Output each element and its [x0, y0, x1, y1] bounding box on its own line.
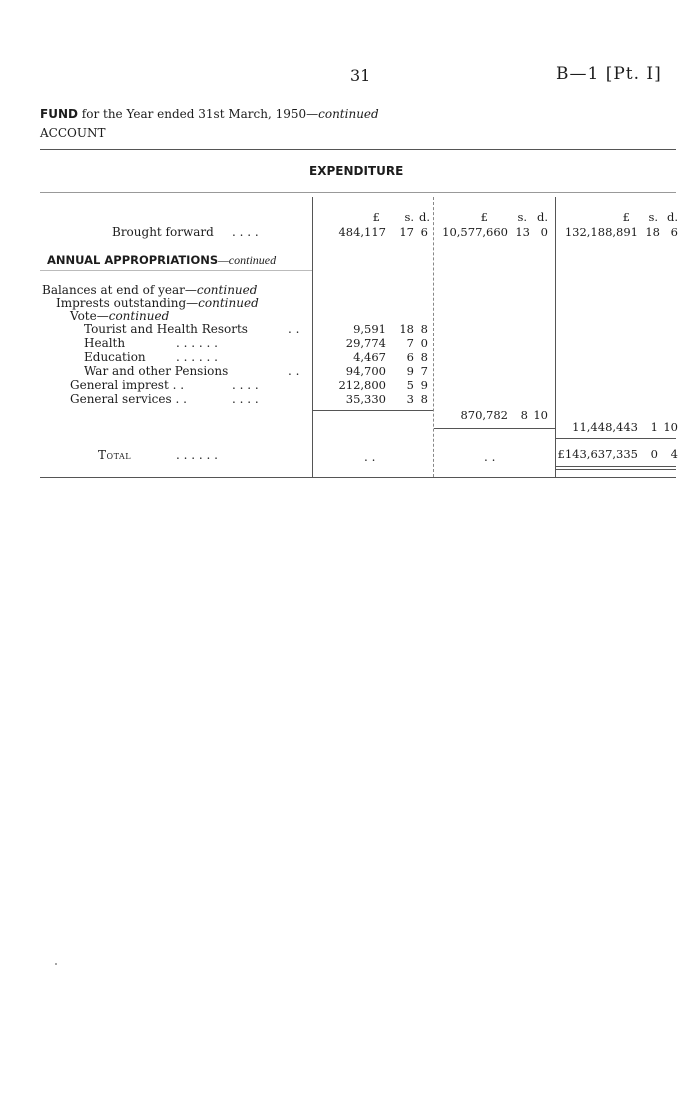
col3-subtotal-rule: [555, 438, 676, 439]
brought-forward-label: Brought forward: [112, 225, 214, 239]
col3-subtotal-pence: 10: [663, 420, 678, 434]
col1-shillings: 17: [399, 225, 414, 239]
row-shillings: 5: [406, 378, 414, 392]
row-shillings: 9: [406, 364, 414, 378]
row-pence: 8: [420, 350, 428, 364]
annual-appropriations-heading: [47, 253, 276, 268]
total-col2: . .: [484, 450, 496, 464]
row-pence: 9: [420, 378, 428, 392]
fund-heading: [40, 107, 379, 121]
col3-subtotal-pounds: 11,448,443: [572, 420, 638, 434]
grand-total-double-rule-top: [555, 466, 676, 467]
shilling-header: s.: [517, 210, 527, 224]
row-pence: 7: [420, 364, 428, 378]
bottom-rule: [40, 477, 676, 478]
row-label: Education: [84, 350, 146, 364]
row-pounds: 4,467: [353, 350, 386, 364]
col2-shillings: 13: [515, 225, 530, 239]
row-pounds: 212,800: [338, 378, 386, 392]
grand-total-shillings: 0: [650, 447, 658, 461]
row-label: Health: [84, 336, 126, 350]
vote-heading: [70, 309, 169, 323]
row-label: General imprest . .: [70, 378, 185, 392]
dot-leader: . . . . . .: [176, 448, 218, 462]
row-shillings: 18: [399, 322, 414, 336]
col2-pounds: 10,577,660: [442, 225, 508, 239]
document-reference: B—1 [Pt. I]: [556, 64, 662, 84]
grand-total-double-rule-bottom: [555, 469, 676, 470]
col1-pounds: 484,117: [338, 225, 386, 239]
top-rule: [40, 149, 676, 150]
balances-text: Balances at end of year—: [42, 283, 197, 297]
col1-subtotal-rule: [313, 410, 433, 411]
annual-appropriations-text: ANNUAL APPROPRIATIONS: [47, 253, 219, 267]
row-pounds: 35,330: [345, 392, 386, 406]
row-label: General services . .: [70, 392, 187, 406]
col2-subtotal-rule: [434, 428, 555, 429]
account-heading: ACCOUNT: [40, 126, 106, 140]
pence-header: d.: [666, 210, 678, 224]
heading-underline: [40, 270, 312, 271]
page-number: 31: [350, 66, 371, 85]
row-pence: 8: [420, 392, 428, 406]
dot-leader: . . . . . .: [176, 350, 218, 364]
row-shillings: 7: [406, 336, 414, 350]
col3-shillings: 18: [645, 225, 660, 239]
pence-header: d.: [536, 210, 548, 224]
col3-pence: 6: [670, 225, 678, 239]
print-speck: [55, 963, 57, 965]
imprests-continued: continued: [198, 296, 259, 310]
pound-header: £: [372, 210, 380, 224]
pence-header: d.: [418, 210, 430, 224]
dot-leader: . . . . . .: [176, 336, 218, 350]
balances-heading: [42, 283, 257, 297]
imprests-heading: [56, 296, 259, 310]
pound-header: £: [480, 210, 488, 224]
dot-leader: . .: [288, 364, 300, 378]
fund-heading-continued: continued: [318, 107, 379, 121]
vote-text: Vote—: [70, 309, 109, 323]
section-title: EXPENDITURE: [309, 164, 404, 178]
col2-subtotal-pounds: 870,782: [460, 408, 508, 422]
col2-pence: 0: [540, 225, 548, 239]
row-pounds: 94,700: [345, 364, 386, 378]
vote-continued: continued: [108, 309, 170, 323]
row-shillings: 6: [406, 350, 414, 364]
col3-pounds: 132,188,891: [564, 225, 638, 239]
column-divider-1: [312, 197, 313, 477]
col1-pence: 6: [420, 225, 428, 239]
header-rule: [40, 192, 676, 193]
fund-word: FUND: [40, 107, 78, 121]
pound-header: £: [622, 210, 630, 224]
grand-total-pence: 4: [670, 447, 678, 461]
row-label: Tourist and Health Resorts: [84, 322, 248, 336]
dot-leader: . . . .: [232, 378, 259, 392]
column-divider-3: [555, 197, 556, 477]
shilling-header: s.: [648, 210, 658, 224]
total-col1: . .: [364, 450, 376, 464]
fund-heading-text: for the Year ended 31st March, 1950—: [81, 107, 319, 121]
total-label: Total: [98, 448, 132, 462]
balances-continued: continued: [196, 283, 258, 297]
row-pounds: 29,774: [345, 336, 386, 350]
row-pence: 0: [420, 336, 428, 350]
annual-appropriations-continued: —continued: [218, 253, 277, 267]
imprests-text: Imprests outstanding—: [56, 296, 199, 310]
row-label: War and other Pensions: [84, 364, 229, 378]
row-pounds: 9,591: [353, 322, 386, 336]
column-divider-2: [433, 197, 434, 477]
dot-leader: . . . .: [232, 392, 259, 406]
col3-subtotal-shillings: 1: [650, 420, 658, 434]
col2-subtotal-pence: 10: [533, 408, 548, 422]
row-shillings: 3: [406, 392, 414, 406]
grand-total-pounds: £143,637,335: [557, 447, 638, 461]
col2-subtotal-shillings: 8: [520, 408, 528, 422]
dot-leader: . . . .: [232, 225, 259, 239]
dot-leader: . .: [288, 322, 300, 336]
row-pence: 8: [420, 322, 428, 336]
shilling-header: s.: [404, 210, 414, 224]
